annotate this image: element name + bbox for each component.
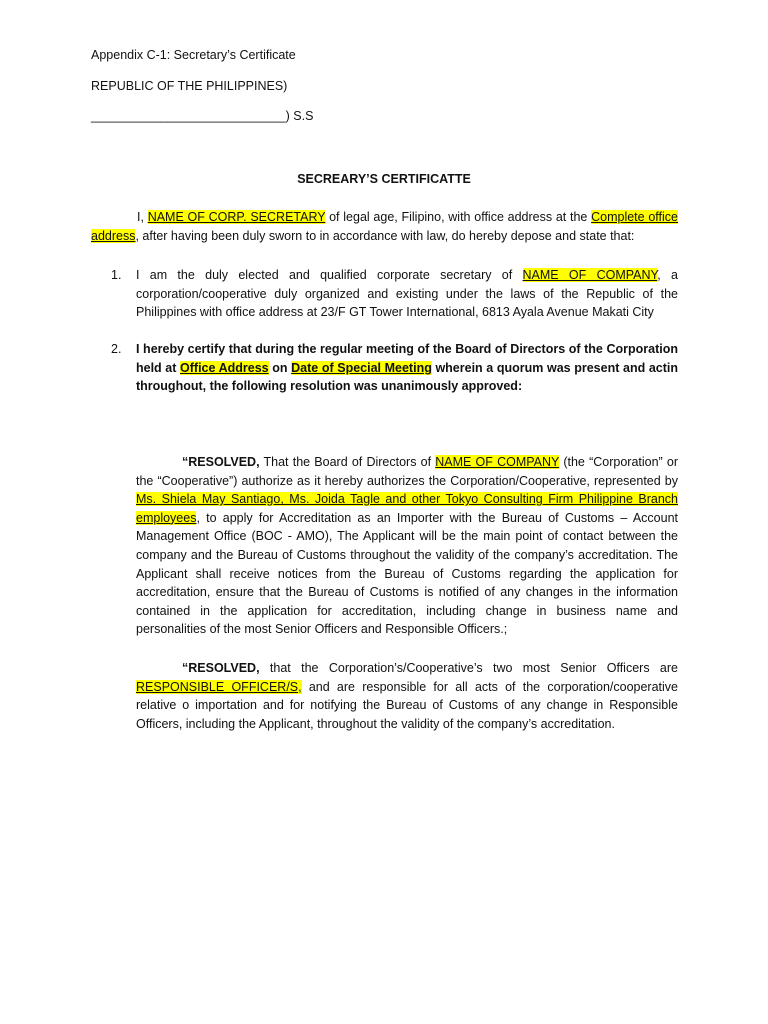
highlight-company-name-2: NAME OF COMPANY xyxy=(435,455,560,469)
highlight-representatives: Ms. Shiela May Santiago, Ms. Joida Tagle and other Tokyo Consulting Firm Philippine Branch employees xyxy=(136,492,678,525)
highlight-responsible-officers: RESPONSIBLE OFFICER/S, xyxy=(136,679,302,694)
republic-line: REPUBLIC OF THE PHILIPPINES) xyxy=(91,79,288,93)
highlight-corp-secretary: NAME OF CORP. SECRETARY xyxy=(147,210,326,224)
resolution-1-paragraph: “RESOLVED, That the Board of Directors of NAME OF COMPANY (the “Corporation” or the “Cooperative”) authorize as it hereby authorizes the Corporation/Cooperative, represented by Ms. Shiela May Santiago, Ms. Joida Tagle and other Tokyo Consulting Firm Philippine Branch employees, to apply for Accreditation as an Importer with the Bureau of Customs – Account Management Office (BOC - AMO), The Applicant will be the main point of contact between the company and the Bureau of Customs throughout the validity of the company’s accreditation. The Applicant shall receive notices from the Bureau of Customs regarding the application for accreditation, ensure that the Bureau of Customs is notified of any changes in the information contained in the application for accreditation, including change in business name and personalities of the most Senior Officers and Responsible Officers.; xyxy=(136,455,679,637)
highlight-company-name: NAME OF COMPANY xyxy=(522,268,658,282)
item-number-2: 2. xyxy=(111,342,122,356)
highlight-office-address-2: Office Address xyxy=(180,360,269,375)
resolution-2-paragraph: “RESOLVED, that the Corporation’s/Cooperative’s two most Senior Officers are RESPONSIBLE OFFICER/S, and are responsible for all acts of the corporation/cooperative relative o importation and for notifying the Bureau of Customs of any change in Responsible Officers, including the Applicant, throughout the validity of the company’s accreditation. xyxy=(136,661,679,731)
venue-line: ____________________________) S.S xyxy=(91,109,314,123)
item-number-1: 1. xyxy=(111,268,122,282)
highlight-office-address: Complete office xyxy=(591,210,678,224)
intro-paragraph: I, NAME OF CORP. SECRETARY of legal age, Filipino, with office address at the Complete office address, after having been duly sworn to in accordance with law, do hereby depose and state that: xyxy=(91,210,678,243)
item-2-paragraph: I hereby certify that during the regular meeting of the Board of Directors of the Corporation held at Office Address on Date of Special Meeting wherein a quorum was present and actin throughout, the following resolution was unanimously approved: xyxy=(136,342,678,394)
item-1-paragraph: I am the duly elected and qualified corporate secretary of NAME OF COMPANY, a corporation/cooperative duly organized and existing under the laws of the Republic of the Philippines with office address at 23/F GT Tower International, 6813 Ayala Avenue Makati City xyxy=(136,268,678,320)
document-title: SECREARY’S CERTIFICATTE xyxy=(297,172,471,186)
appendix-heading: Appendix C-1: Secretary’s Certificate xyxy=(91,48,296,62)
highlight-meeting-date: Date of Special Meeting xyxy=(291,360,432,375)
